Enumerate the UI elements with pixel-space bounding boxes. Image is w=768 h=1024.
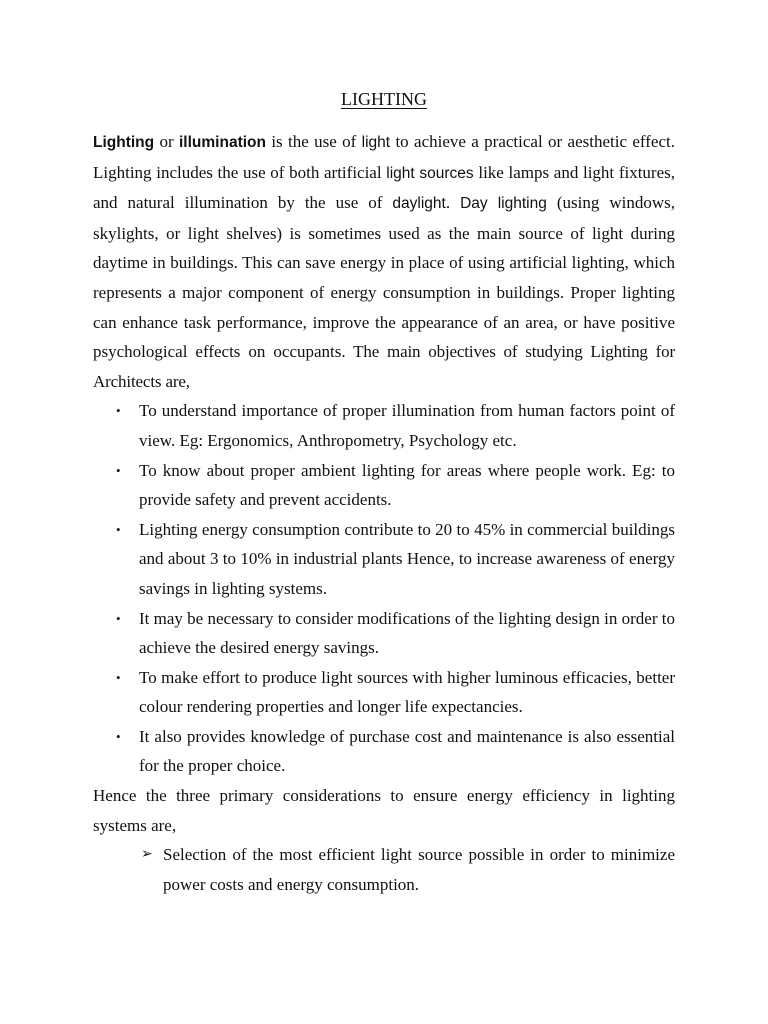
objectives-list xyxy=(93,396,675,781)
list-item xyxy=(93,515,675,604)
list-item xyxy=(93,663,675,722)
list-item xyxy=(93,840,675,899)
intro-text-3: like lamps and light fixtures, and natural illumination by the use of xyxy=(93,162,675,213)
objective-text: To know about proper ambient lighting for areas where people work. Eg: to provide safety and prevent accidents. xyxy=(139,460,675,510)
considerations-list xyxy=(93,840,675,899)
term-light-sources: light sources xyxy=(386,164,474,182)
bullet-icon: • xyxy=(116,403,121,419)
term-daylight: daylight xyxy=(392,195,446,213)
bullet-icon: • xyxy=(116,521,121,537)
bullet-icon: • xyxy=(116,462,121,478)
intro-text-4: . xyxy=(445,193,461,213)
term-day-lighting: Day lighting xyxy=(460,195,547,213)
objective-text: It may be necessary to consider modifications of the lighting design in order to achieve the desired energy savings. xyxy=(139,608,675,658)
intro-or: or xyxy=(154,132,179,151)
term-illumination: illumination xyxy=(179,134,266,151)
term-lighting: Lighting xyxy=(93,134,155,151)
objective-text: To make effort to produce light sources with higher luminous efficacies, better colour rendering properties and longer life expectancies. xyxy=(139,667,675,717)
intro-text-6: The main objectives of studying Lighting for Architects are, xyxy=(93,342,676,391)
considerations-intro: Hence the three primary considerations to ensure energy efficiency in lighting systems are, xyxy=(93,786,675,835)
document-body xyxy=(93,127,675,899)
list-item xyxy=(93,722,675,781)
consideration-text: Selection of the most efficient light source possible in order to minimize power costs and energy consumption. xyxy=(163,845,675,894)
arrow-bullet-icon: ➢ xyxy=(141,847,153,863)
bullet-icon: • xyxy=(116,728,121,744)
intro-text-1: is the use of xyxy=(265,132,362,151)
intro-text-5: (using windows, skylights, or light shelves) is sometimes used as the main source of light during daytime in buildings. This can save energy in place of using artificial lighting, which represents a major component of energy consumption in buildings. Proper lighting can enhance task performance, improve the appearance of an area, or have positive psychological effects on occupants. xyxy=(93,193,675,362)
objective-text: It also provides knowledge of purchase cost and maintenance is also essential for the proper choice. xyxy=(139,726,675,776)
intro-paragraph xyxy=(93,127,675,396)
intro-text-2: to achieve a practical or aesthetic effect. Lighting includes the use of both artificial xyxy=(93,132,675,182)
list-item xyxy=(93,604,675,663)
bullet-icon: • xyxy=(116,610,121,626)
list-item xyxy=(93,456,675,515)
bullet-icon: • xyxy=(116,669,121,685)
page-title: LIGHTING xyxy=(341,89,427,109)
term-light: light xyxy=(361,134,391,151)
list-item xyxy=(93,396,675,455)
objective-text: Lighting energy consumption contribute to 20 to 45% in commercial buildings and about 3 to 10% in industrial plants Hence, to increase awareness of energy savings in lighting systems. xyxy=(139,519,675,598)
objective-text: To understand importance of proper illumination from human factors point of view. Eg: Ergonomics, Anthropometry, Psychology etc. xyxy=(139,401,675,450)
